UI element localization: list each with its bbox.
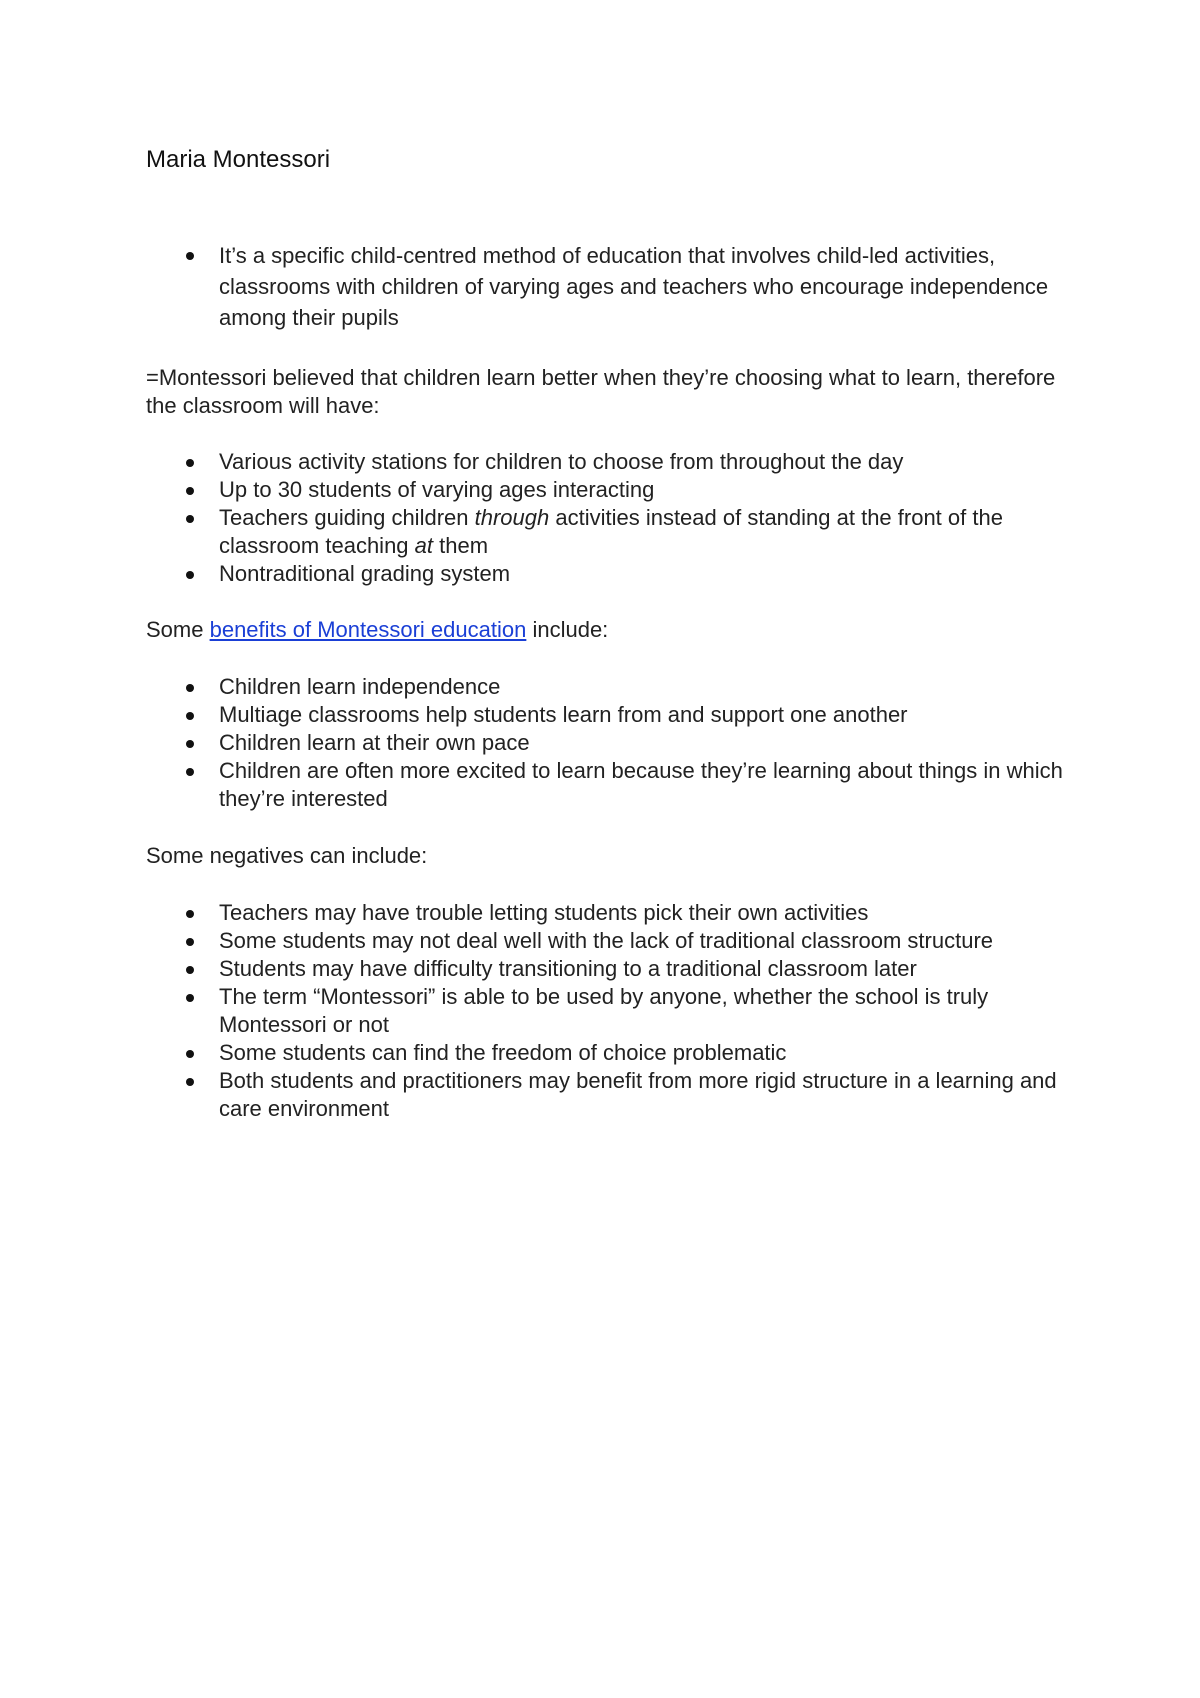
bullet-icon [186, 712, 194, 720]
negatives-intro: Some negatives can include: [146, 843, 428, 868]
list-item-text: Teachers may have trouble letting students pick their own activities [219, 900, 869, 925]
list-item [146, 899, 1086, 927]
list-item-text: Children learn at their own pace [219, 730, 530, 755]
list-item-text: Some students may not deal well with the lack of traditional classroom structure [219, 928, 994, 953]
negatives-bullet-list [146, 899, 1086, 1123]
bullet-icon [186, 459, 194, 467]
text-segment: activities instead of standing at the front of the classroom teaching [219, 505, 1003, 558]
list-item-text: The term “Montessori” is able to be used by anyone, whether the school is truly Montessori or not [219, 984, 989, 1037]
list-item [146, 983, 1086, 1039]
italic-through: through [474, 505, 550, 530]
bullet-icon [186, 740, 194, 748]
list-item-text [219, 505, 1003, 558]
text-segment: them [433, 533, 489, 558]
list-item-text: Multiage classrooms help students learn from and support one another [219, 702, 908, 727]
list-item [146, 673, 1086, 701]
list-item-text: Nontraditional grading system [219, 561, 511, 586]
benefits-bullet-list [146, 673, 1086, 813]
list-item [146, 448, 1086, 476]
list-item [146, 1039, 1086, 1067]
list-item [146, 927, 1086, 955]
belief-paragraph: =Montessori believed that children learn better when they’re choosing what to learn, therefore the classroom will have: [146, 365, 1056, 418]
bullet-icon [186, 571, 194, 579]
bullet-icon [186, 515, 194, 523]
list-item [146, 504, 1086, 560]
list-item-text: It’s a specific child-centred method of education that involves child-led activities, classrooms with children of varying ages and teachers who encourage independence among their pupils [219, 243, 1049, 330]
bullet-icon [186, 910, 194, 918]
benefits-link[interactable]: benefits of Montessori education [209, 617, 527, 642]
list-item [146, 701, 1086, 729]
list-item [146, 757, 1086, 813]
classroom-bullet-list [146, 448, 1086, 588]
text-segment: include: [526, 617, 609, 642]
list-item-text: Various activity stations for children to choose from throughout the day [219, 449, 904, 474]
bullet-icon [186, 938, 194, 946]
intro-bullet-list [146, 240, 1086, 333]
list-item [146, 1067, 1086, 1123]
list-item-text: Children are often more excited to learn because they’re learning about things in which they’re interested [219, 758, 1063, 811]
list-item-text: Both students and practitioners may benefit from more rigid structure in a learning and care environment [219, 1068, 1057, 1121]
list-item-text: Children learn independence [219, 674, 501, 699]
bullet-icon [186, 994, 194, 1002]
document-title: Maria Montessori [146, 146, 331, 173]
bullet-icon [186, 684, 194, 692]
italic-at: at [414, 533, 434, 558]
bullet-icon [186, 487, 194, 495]
list-item [146, 955, 1086, 983]
benefits-intro [146, 616, 1066, 644]
list-item [146, 240, 1086, 333]
list-item [146, 476, 1086, 504]
bullet-icon [186, 1050, 194, 1058]
bullet-icon [186, 768, 194, 776]
list-item-text: Students may have difficulty transitioning to a traditional classroom later [219, 956, 917, 981]
list-item-text: Some students can find the freedom of choice problematic [219, 1040, 787, 1065]
text-segment: Teachers guiding children [219, 505, 475, 530]
list-item [146, 729, 1086, 757]
bullet-icon [186, 966, 194, 974]
list-item-text: Up to 30 students of varying ages interacting [219, 477, 655, 502]
bullet-icon [186, 252, 194, 260]
text-segment: Some [146, 617, 210, 642]
list-item [146, 560, 1086, 588]
bullet-icon [186, 1078, 194, 1086]
